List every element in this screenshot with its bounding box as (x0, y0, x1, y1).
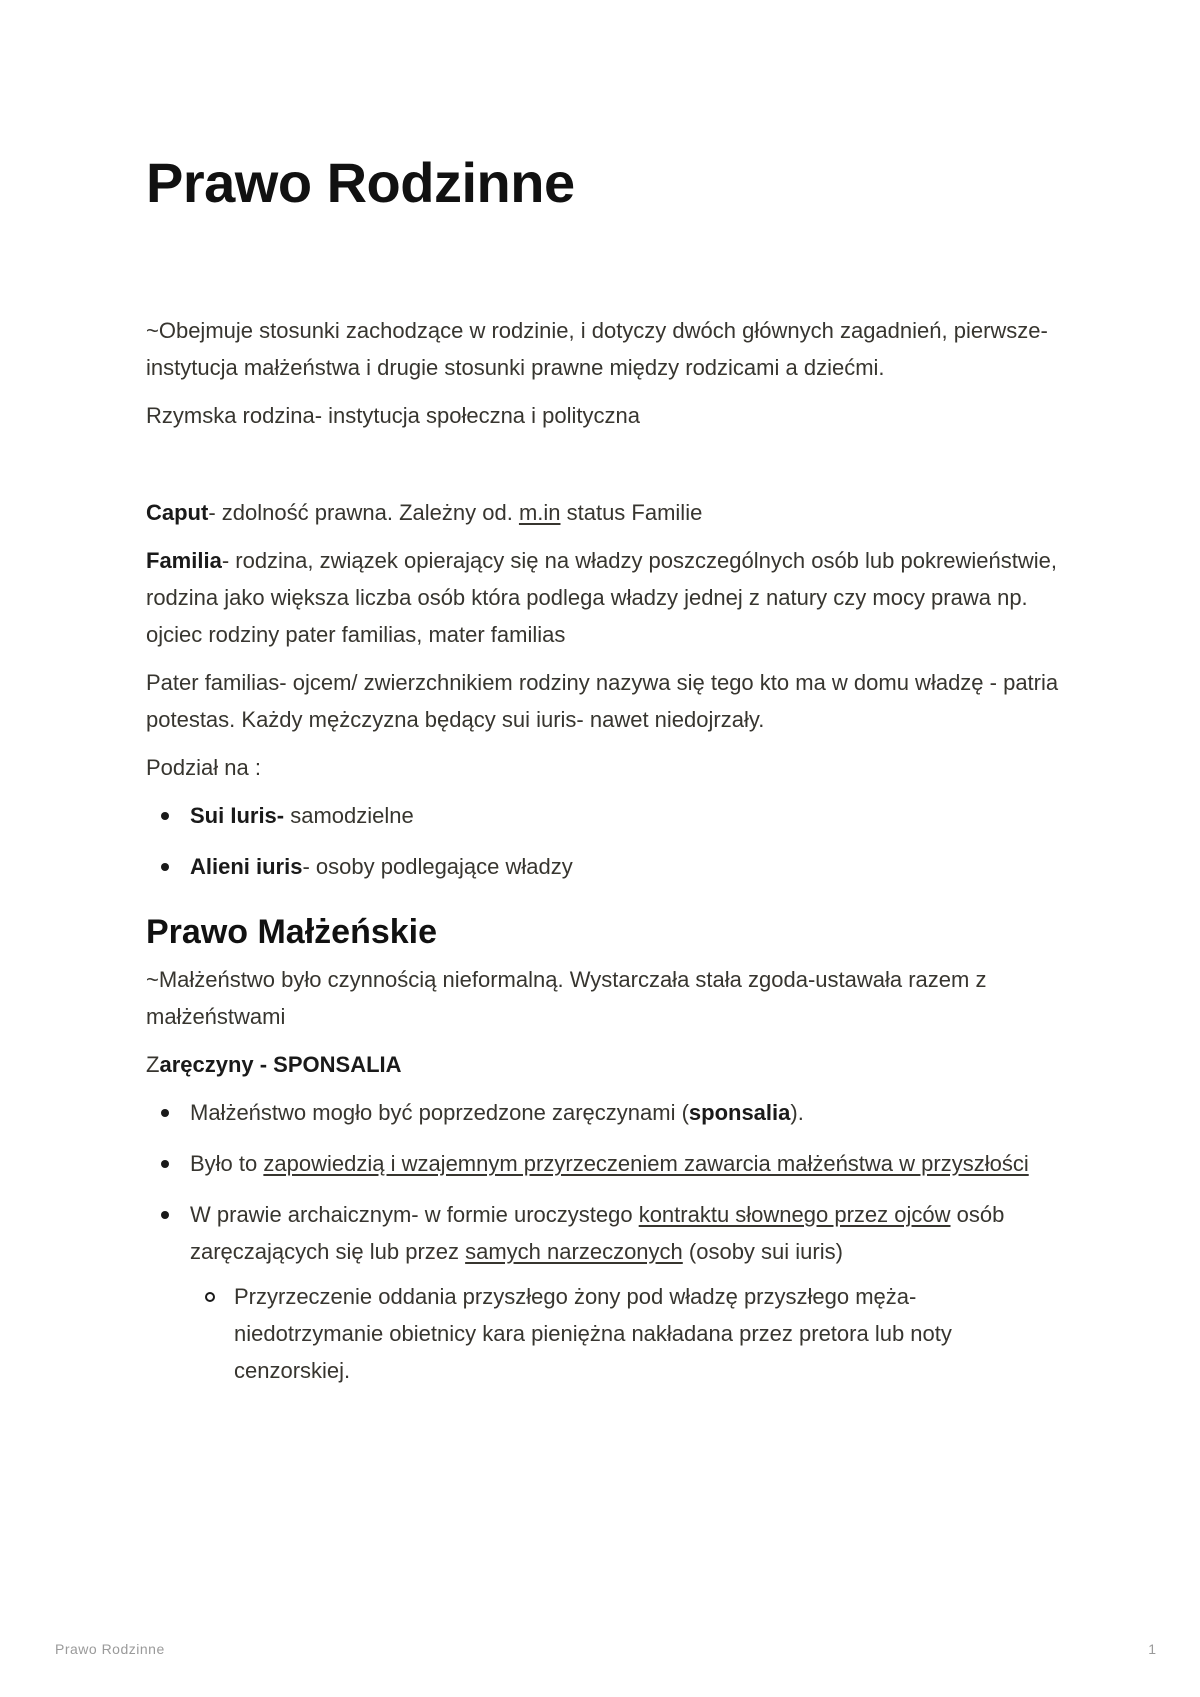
list-item-term: Sui Iuris- (190, 803, 285, 828)
nested-list-item: Przyrzeczenie oddania przyszłego żony pod władzę przyszłego męża- niedotrzymanie obietnicy kara pieniężna nakładana przez pretora lub noty cenzorskiej. (234, 1278, 1066, 1389)
underlined-text: zapowiedzią i wzajemnym przyrzeczeniem zawarcia małżeństwa w przyszłości (263, 1151, 1029, 1176)
list-item-text: - osoby podlegające władzy (302, 854, 573, 879)
caput-paragraph (146, 494, 1066, 531)
list-item (190, 1094, 1066, 1131)
intro-paragraph: ~Obejmuje stosunki zachodzące w rodzinie, i dotyczy dwóch głównych zagadnień, pierwsze- instytucja małżeństwa i drugie stosunki prawne między rodzicami a dziećmi. (146, 318, 1048, 380)
list-item-text: W prawie archaicznym- w formie uroczystego (190, 1202, 639, 1227)
spacer (146, 445, 1066, 494)
list-item (190, 1196, 1066, 1389)
pater-familias-paragraph: Pater familias- ojcem/ zwierzchnikiem rodziny nazywa się tego kto ma w domu władzę - patria potestas. Każdy mężczyzna będący sui iuris- nawet niedojrzały. (146, 670, 1059, 732)
familia-term: Familia (146, 548, 222, 573)
list-item-term: Alieni iuris (190, 854, 303, 879)
page-title: Prawo Rodzinne (146, 151, 575, 214)
engagement-bold: aręczyny - SPONSALIA (159, 1052, 402, 1077)
familia-text: - rodzina, związek opierający się na władzy poszczególnych osób lub pokrewieństwie, rodzina jako większa liczba osób która podlega władzy jednej z natury czy mocy prawa np. ojciec rodziny pater familias, mater familias (146, 548, 1058, 647)
list-item (190, 797, 1066, 834)
list-item-text: samodzielne (284, 803, 414, 828)
caput-text-b: status Familie (560, 500, 703, 525)
list-item-text: ). (790, 1100, 804, 1125)
underlined-text: kontraktu słownego przez ojców (638, 1202, 951, 1227)
division-list (146, 797, 1066, 885)
engagement-heading (146, 1046, 1066, 1083)
caput-link[interactable]: m.in (518, 500, 561, 525)
caput-term: Caput (146, 500, 209, 525)
list-item-text: Małżeństwo mogło być poprzedzone zaręczynami ( (190, 1100, 689, 1125)
list-item (190, 848, 1066, 885)
list-item-text: osób zaręczających się lub przez (190, 1202, 1005, 1264)
document-body (146, 312, 1066, 1403)
sponsalia-term: sponsalia (688, 1100, 791, 1125)
roman-family-paragraph: Rzymska rodzina- instytucja społeczna i polityczna (146, 403, 640, 428)
marriage-intro-paragraph: ~Małżeństwo było czynnością nieformalną. Wystarczała stała zgoda-ustawała razem z małżeństwami (146, 967, 987, 1029)
section-heading: Prawo Małżeńskie (146, 913, 438, 951)
list-item-text: (osoby sui iuris) (682, 1239, 843, 1264)
familia-paragraph (146, 542, 1066, 653)
engagement-prefix: Z (146, 1052, 160, 1077)
engagement-list (146, 1094, 1066, 1389)
nested-list (190, 1278, 1066, 1389)
footer-title: Prawo Rodzinne (55, 1641, 165, 1657)
list-item (190, 1145, 1066, 1182)
division-label: Podział na : (146, 755, 261, 780)
list-item-text: Było to (190, 1151, 264, 1176)
page-number: 1 (1148, 1641, 1156, 1657)
underlined-text: samych narzeczonych (465, 1239, 683, 1264)
caput-text-a: - zdolność prawna. Zależny od. (208, 500, 519, 525)
